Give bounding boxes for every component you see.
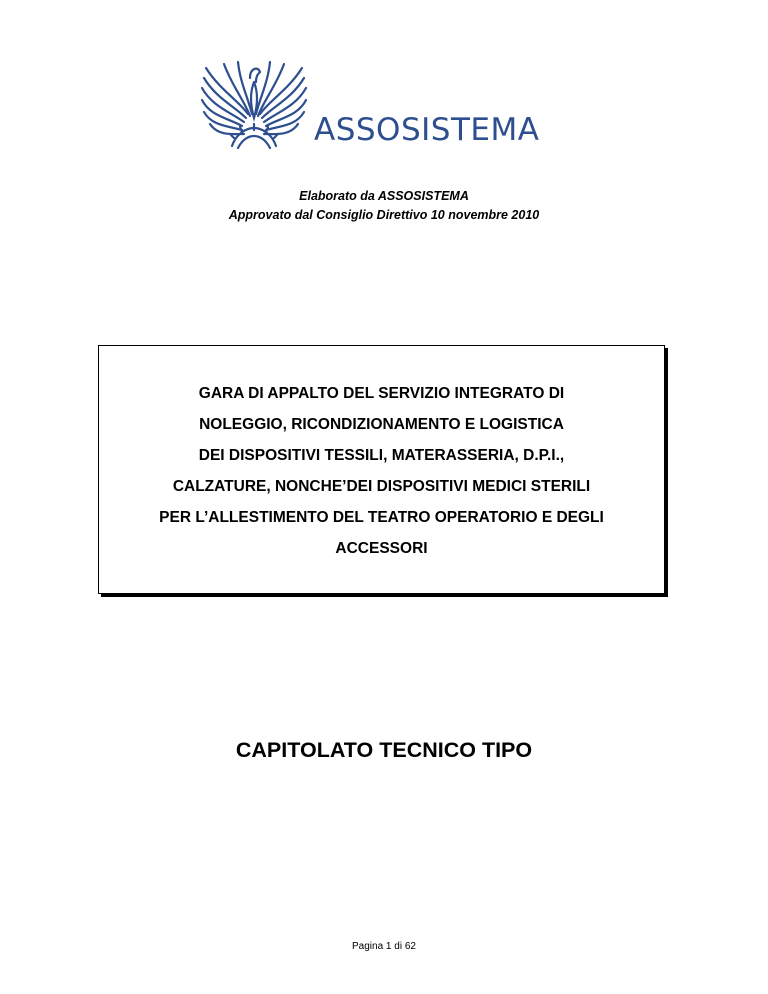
tender-title-line: ACCESSORI xyxy=(335,540,428,557)
page-number: Pagina 1 di 62 xyxy=(352,941,416,952)
tender-title-line: GARA DI APPALTO DEL SERVIZIO INTEGRATO DI xyxy=(198,385,565,402)
tender-title-box xyxy=(98,345,665,594)
credits-line-author: Elaborato da ASSOSISTEMA xyxy=(299,189,469,203)
assosistema-logo xyxy=(198,56,568,156)
tender-title-line: NOLEGGIO, RICONDIZIONAMENTO E LOGISTICA xyxy=(199,416,564,433)
credits-line-approval: Approvato dal Consiglio Direttivo 10 novembre 2010 xyxy=(228,208,540,222)
eagle-logo-icon xyxy=(198,56,310,152)
tender-title-line: PER L’ALLESTIMENTO DEL TEATRO OPERATORIO E DEGLI xyxy=(159,509,604,526)
tender-title xyxy=(99,378,664,564)
document-main-title: CAPITOLATO TECNICO TIPO xyxy=(235,738,533,762)
logo-wordmark: ASSOSISTEMA xyxy=(314,112,540,148)
tender-title-line: CALZATURE, NONCHE’DEI DISPOSITIVI MEDICI STERILI xyxy=(172,478,591,495)
document-credits xyxy=(0,187,768,225)
tender-title-line: DEI DISPOSITIVI TESSILI, MATERASSERIA, D.P.I., xyxy=(198,447,565,464)
